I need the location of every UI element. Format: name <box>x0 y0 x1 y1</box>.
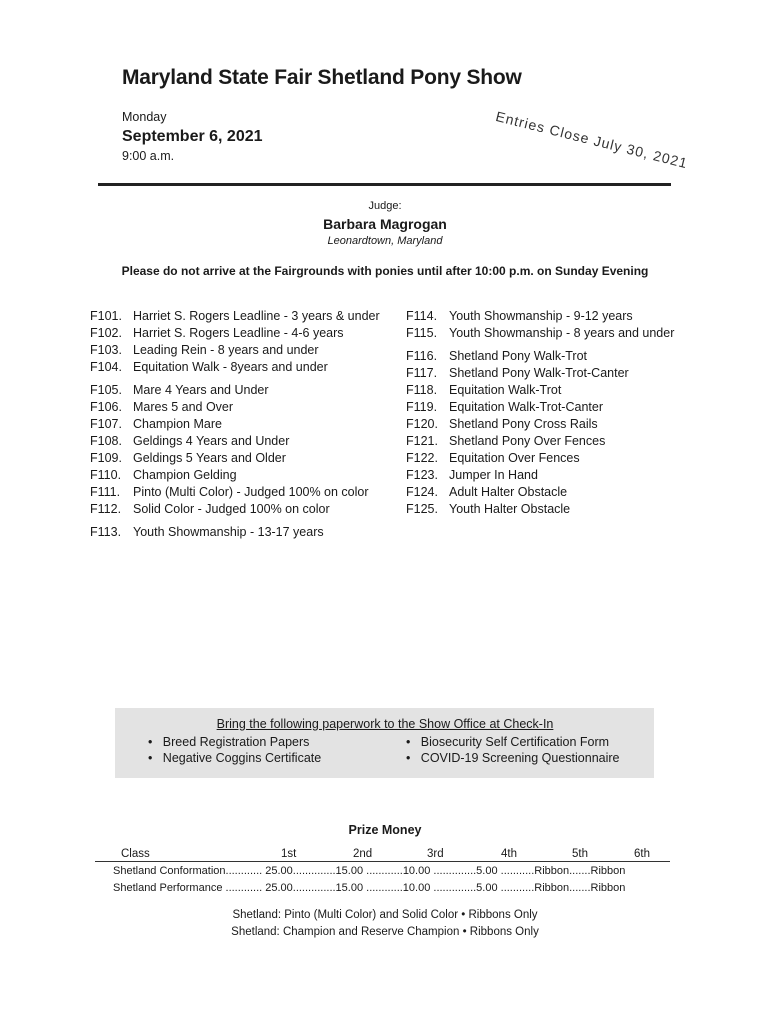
paperwork-item: Negative Coggins Certificate <box>162 751 322 765</box>
class-number: F118. <box>406 383 438 397</box>
class-row <box>90 383 269 398</box>
list-item: • Breed Registration Papers <box>148 735 310 749</box>
prize-header-divider <box>95 861 670 862</box>
class-name: Youth Showmanship - 9-12 years <box>449 309 633 323</box>
paperwork-title: Bring the following paperwork to the Show Office at Check-In <box>216 717 554 731</box>
class-number: F104. <box>90 360 122 374</box>
class-name: Champion Gelding <box>133 468 237 482</box>
class-number: F107. <box>90 417 122 431</box>
class-row <box>90 360 328 375</box>
footer-note: Shetland: Pinto (Multi Color) and Solid Color • Ribbons Only <box>232 909 538 921</box>
class-number: F122. <box>406 451 438 465</box>
paperwork-item: COVID-19 Screening Questionnaire <box>420 751 620 765</box>
prize-header-4th: 4th <box>501 848 517 860</box>
class-row <box>406 366 629 381</box>
list-item: • Biosecurity Self Certification Form <box>406 735 610 749</box>
class-row <box>406 434 605 449</box>
class-row <box>90 485 369 500</box>
class-row <box>90 400 233 415</box>
class-number: F117. <box>406 366 438 380</box>
class-number: F115. <box>406 326 438 340</box>
entries-close-stamp: Entries Close July 30, 2021 <box>494 108 690 172</box>
class-name: Pinto (Multi Color) - Judged 100% on color <box>133 485 369 499</box>
class-number: F111. <box>90 485 121 499</box>
prize-header-1st: 1st <box>281 848 297 860</box>
class-name: Equitation Over Fences <box>449 451 580 465</box>
class-number: F105. <box>90 383 122 397</box>
page-title: Maryland State Fair Shetland Pony Show <box>122 66 522 89</box>
class-row <box>90 309 380 324</box>
list-item: • COVID-19 Screening Questionnaire <box>406 751 620 765</box>
class-row <box>406 349 587 364</box>
footer-note: Shetland: Champion and Reserve Champion • Ribbons Only <box>231 926 539 938</box>
class-row <box>406 417 598 432</box>
class-number: F119. <box>406 400 438 414</box>
class-number: F108. <box>90 434 122 448</box>
class-number: F124. <box>406 485 438 499</box>
class-number: F123. <box>406 468 438 482</box>
class-row <box>406 468 538 483</box>
judge-label: Judge: <box>368 200 402 212</box>
class-row <box>90 326 344 341</box>
class-row <box>90 343 319 358</box>
class-row <box>406 326 674 341</box>
class-row <box>90 502 330 517</box>
arrival-notice: Please do not arrive at the Fairgrounds with ponies until after 10:00 p.m. on Sunday Evening <box>121 264 649 278</box>
class-name: Mare 4 Years and Under <box>133 383 269 397</box>
prize-header-3rd: 3rd <box>427 848 444 860</box>
class-name: Youth Halter Obstacle <box>449 502 571 516</box>
class-row <box>406 309 633 324</box>
judge-name: Barbara Magrogan <box>323 216 447 232</box>
class-name: Adult Halter Obstacle <box>449 485 568 499</box>
prize-header-6th: 6th <box>634 848 650 860</box>
class-name: Equitation Walk-Trot <box>449 383 562 397</box>
class-name: Equitation Walk-Trot-Canter <box>449 400 603 414</box>
class-name: Equitation Walk - 8years and under <box>133 360 328 374</box>
paperwork-item: Biosecurity Self Certification Form <box>420 735 610 749</box>
class-row <box>406 400 603 415</box>
class-row <box>90 451 286 466</box>
class-number: F125. <box>406 502 438 516</box>
class-name: Shetland Pony Walk-Trot-Canter <box>449 366 629 380</box>
class-row <box>406 485 567 500</box>
class-number: F114. <box>406 309 438 323</box>
class-number: F106. <box>90 400 122 414</box>
class-name: Leading Rein - 8 years and under <box>133 343 319 357</box>
table-row: Shetland Performance ............ 25.00..............15.00 ............10.00 ..............5.00 ...........Ribbon.......Ribbon <box>113 882 626 894</box>
show-date: September 6, 2021 <box>122 128 263 145</box>
prize-money-title: Prize Money <box>348 823 422 837</box>
class-number: F110. <box>90 468 122 482</box>
class-name: Geldings 4 Years and Under <box>133 434 290 448</box>
class-name: Shetland Pony Over Fences <box>449 434 606 448</box>
class-number: F101. <box>90 309 122 323</box>
prize-header-class: Class <box>121 848 150 860</box>
class-name: Shetland Pony Walk-Trot <box>449 349 588 363</box>
paperwork-item: Breed Registration Papers <box>162 735 310 749</box>
class-number: F121. <box>406 434 438 448</box>
class-name: Champion Mare <box>133 417 222 431</box>
class-number: F102. <box>90 326 122 340</box>
class-name: Geldings 5 Years and Older <box>133 451 286 465</box>
class-name: Harriet S. Rogers Leadline - 3 years & under <box>133 309 380 323</box>
class-number: F116. <box>406 349 438 363</box>
show-day: Monday <box>122 110 167 124</box>
class-name: Shetland Pony Cross Rails <box>449 417 598 431</box>
class-number: F112. <box>90 502 122 516</box>
class-name: Mares 5 and Over <box>133 400 234 414</box>
class-name: Youth Showmanship - 8 years and under <box>449 326 675 340</box>
class-row <box>90 417 222 432</box>
class-number: F120. <box>406 417 438 431</box>
judge-location: Leonardtown, Maryland <box>327 235 443 247</box>
prize-header-5th: 5th <box>572 848 588 860</box>
class-row <box>406 502 570 517</box>
class-name: Solid Color - Judged 100% on color <box>133 502 330 516</box>
class-number: F103. <box>90 343 122 357</box>
class-row <box>406 383 561 398</box>
header-divider <box>98 183 671 186</box>
class-row <box>90 468 237 483</box>
list-item: • Negative Coggins Certificate <box>148 751 322 765</box>
class-name: Harriet S. Rogers Leadline - 4-6 years <box>133 326 344 340</box>
prize-header-2nd: 2nd <box>353 848 373 860</box>
class-row <box>90 434 289 449</box>
class-name: Youth Showmanship - 13-17 years <box>133 525 324 539</box>
class-number: F113. <box>90 525 122 539</box>
class-row <box>406 451 580 466</box>
show-time: 9:00 a.m. <box>122 149 175 163</box>
class-number: F109. <box>90 451 122 465</box>
class-row <box>90 525 324 540</box>
table-row: Shetland Conformation............ 25.00..............15.00 ............10.00 ..............5.00 ...........Ribbon.......Ribbon <box>113 865 626 877</box>
class-name: Jumper In Hand <box>449 468 538 482</box>
